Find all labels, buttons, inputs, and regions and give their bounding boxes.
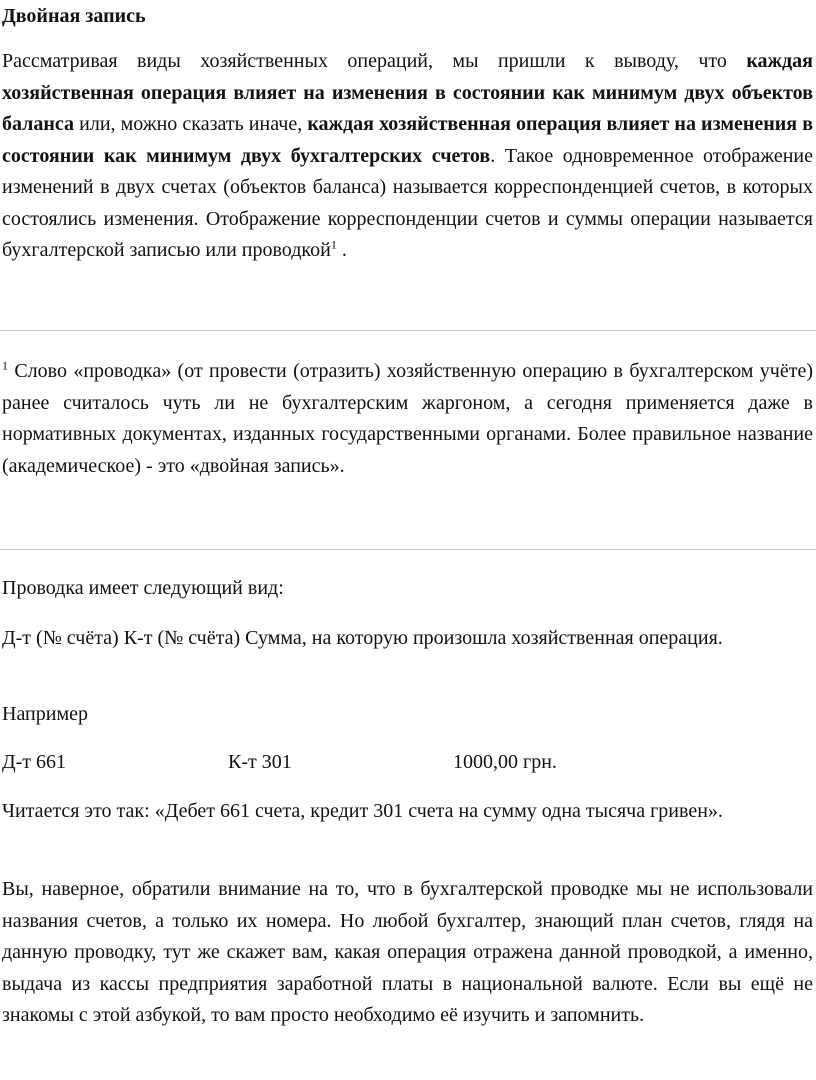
example-amount: 1000,00 грн. [453, 751, 557, 773]
intro-bold-balance: каждая хозяйственная операция влияет на изменения в состоянии как минимум двух объектов баланса [2, 50, 813, 135]
posting-format: Д-т (№ счёта) К-т (№ счёта) Сумма, на которую произошла хозяйственная операция. [2, 627, 723, 649]
example-posting-row [2, 746, 813, 778]
example-heading: Например [2, 703, 88, 725]
closing-paragraph: Вы, наверное, обратили внимание на то, что в бухгалтерской проводке мы не использовали названия счетов, а только их номера. Но любой бухгалтер, знающий план счетов, глядя на данную проводку, тут же скажет вам, какая операция отражена данной проводкой, а именно, выдача из кассы предприятия заработной платы в национальной валюте. Если вы ещё не знакомы с этой азбукой, то вам просто необходимо её изучить и запомнить. [2, 878, 813, 1026]
posting-format-intro: Проводка имеет следующий вид: [2, 577, 284, 599]
example-credit: К-т 301 [228, 751, 292, 773]
page-title: Двойная запись [2, 5, 146, 27]
intro-text-f: . [336, 239, 347, 261]
footnote-divider-bottom [0, 549, 816, 550]
footnote [2, 356, 813, 482]
intro-text-a: Рассматривая виды хозяйственных операций, мы пришли к выводу, что [2, 50, 747, 72]
footnote-reference[interactable]: 1 [330, 237, 337, 252]
footnote-divider-top [0, 330, 816, 331]
intro-bold-accounts: каждая хозяйственная операция влияет на изменения в состоянии как минимум двух бухгалтерских счетов [2, 113, 813, 167]
intro-text-c: или, можно сказать иначе, [74, 113, 308, 135]
footnote-text: Слово «проводка» (от провести (отразить) хозяйственную операцию в бухгалтерском учёте) ранее считалось чуть ли не бухгалтерским жаргоном, а сегодня применяется даже в нормативных документах, изданных государственными органами. Более правильное название (академическое) - это «двойная запись». [2, 360, 813, 477]
intro-paragraph [2, 46, 813, 267]
footnote-mark: 1 [2, 358, 8, 373]
example-debit: Д-т 661 [2, 751, 67, 773]
intro-text-e: . Такое одновременное отображение изменений в двух счетах (объектов баланса) называется корреспонденцией счетов, в которых состоялись изменения. Отображение корреспонденции счетов и суммы операции называется бухгалтерской записью или проводкой [2, 144, 813, 261]
reading-explanation: Читается это так: «Дебет 661 счета, кредит 301 счета на сумму одна тысяча гривен». [2, 800, 723, 822]
